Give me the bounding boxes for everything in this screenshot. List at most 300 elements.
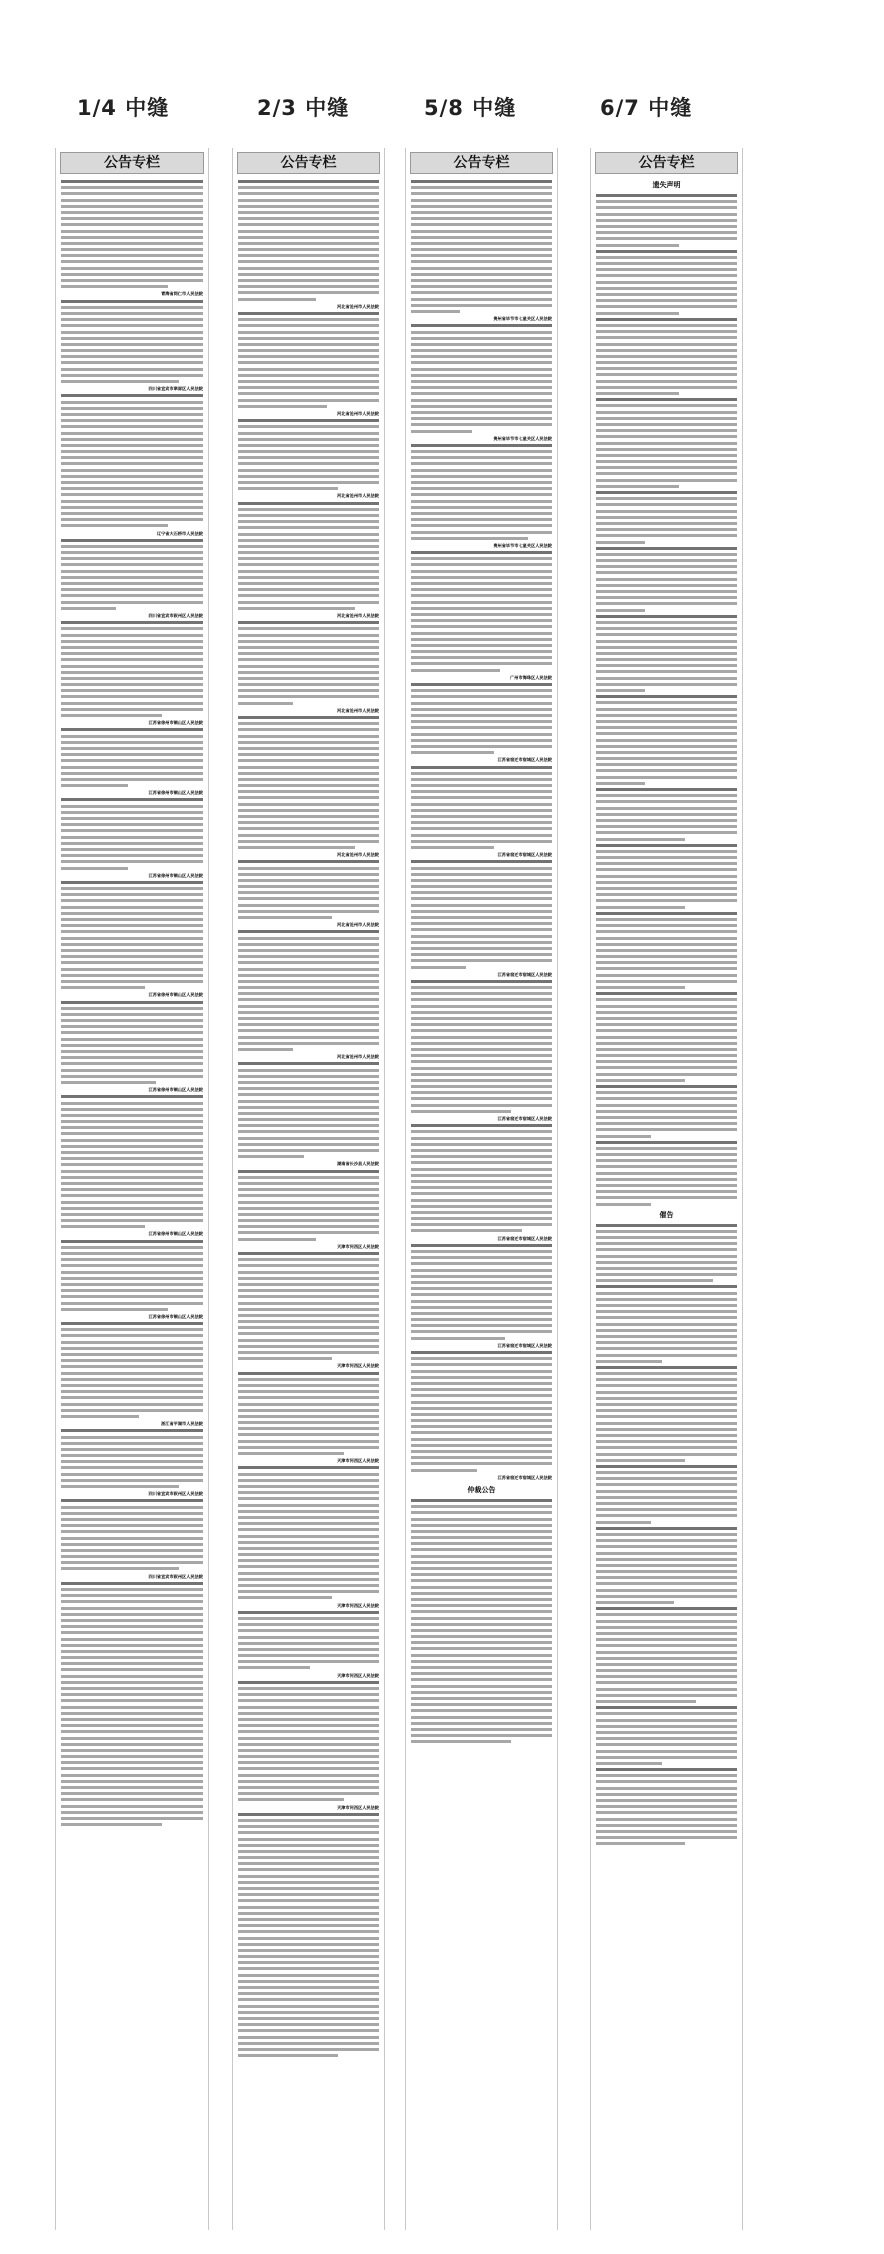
text-line <box>596 1533 737 1536</box>
text-line <box>411 1462 552 1465</box>
text-line <box>596 800 737 803</box>
text-line <box>61 551 203 554</box>
court-signature: 贵州省毕节市七星关区人民法院 <box>493 435 552 441</box>
text-line <box>61 343 203 346</box>
text-line <box>411 273 552 276</box>
text-line <box>596 1576 737 1579</box>
text-line <box>238 444 379 447</box>
text-line <box>411 980 552 983</box>
text-line <box>596 1236 737 1239</box>
text-line <box>238 230 379 233</box>
text-line <box>411 613 552 616</box>
text-line <box>238 980 379 983</box>
text-line <box>411 594 552 597</box>
text-line <box>238 897 379 900</box>
text-line <box>411 1048 552 1051</box>
text-line <box>596 1750 737 1753</box>
text-line <box>61 627 203 630</box>
text-line <box>411 1641 552 1644</box>
text-line <box>61 1792 203 1795</box>
text-line <box>61 524 168 527</box>
text-line <box>411 733 552 736</box>
text-line <box>238 601 379 604</box>
text-line <box>596 1230 737 1233</box>
text-line <box>411 1573 552 1576</box>
text-line <box>238 318 379 321</box>
text-line <box>596 1042 737 1045</box>
text-line <box>238 1798 344 1801</box>
text-line <box>411 531 552 534</box>
text-line <box>596 1663 737 1666</box>
text-line <box>61 829 203 832</box>
text-line <box>61 817 203 820</box>
text-line <box>411 1672 552 1675</box>
text-line <box>596 1023 737 1026</box>
text-line <box>238 2017 379 2020</box>
text-line <box>61 1396 203 1399</box>
text-line <box>411 417 552 420</box>
text-line <box>596 1805 737 1808</box>
text-line <box>61 1613 203 1616</box>
text-line <box>411 1017 552 1020</box>
text-line <box>596 1434 737 1437</box>
text-line <box>596 1409 737 1412</box>
text-line <box>411 650 552 653</box>
notice-column-2-3 <box>232 148 385 2230</box>
text-line <box>61 1675 203 1678</box>
text-line <box>238 2029 379 2032</box>
text-line <box>238 236 379 239</box>
text-line <box>61 518 203 521</box>
text-line <box>238 570 379 573</box>
court-signature: 天津市河西区人民法院 <box>337 1672 379 1678</box>
text-line <box>596 1091 737 1094</box>
text-line <box>411 935 552 938</box>
text-line <box>61 1436 203 1439</box>
text-line <box>596 1029 737 1032</box>
text-line <box>61 1188 203 1191</box>
text-line <box>238 1749 379 1752</box>
text-line <box>411 941 552 944</box>
text-line <box>61 582 203 585</box>
text-line <box>61 1786 203 1789</box>
text-line <box>61 1749 203 1752</box>
text-line <box>61 1668 203 1671</box>
text-line <box>61 1271 203 1274</box>
text-line <box>596 219 737 222</box>
text-line <box>411 1598 552 1601</box>
text-line <box>411 481 552 484</box>
text-line <box>61 1359 203 1362</box>
text-line <box>411 821 552 824</box>
text-line <box>411 279 552 282</box>
text-line <box>61 318 203 321</box>
text-line <box>238 1584 379 1587</box>
text-line <box>238 1912 379 1915</box>
text-line <box>61 1225 145 1228</box>
text-line <box>238 809 379 812</box>
text-line <box>411 772 552 775</box>
text-line <box>596 281 737 284</box>
text-line <box>238 974 379 977</box>
text-line <box>411 601 552 604</box>
text-line <box>411 576 552 579</box>
text-line <box>596 485 679 488</box>
text-line <box>61 248 203 251</box>
text-line <box>596 411 737 414</box>
text-line <box>596 472 737 475</box>
text-line <box>238 1648 379 1651</box>
text-line <box>61 848 203 851</box>
text-line <box>411 1036 552 1039</box>
text-line <box>411 285 552 288</box>
text-line <box>596 553 737 556</box>
text-line <box>238 904 379 907</box>
text-line <box>411 656 552 659</box>
text-line <box>596 1285 737 1288</box>
text-line <box>596 1514 737 1517</box>
text-line <box>411 1211 552 1214</box>
court-signature: 广州市海珠区人民法院 <box>510 674 552 680</box>
text-line <box>238 1743 379 1746</box>
text-line <box>238 1955 379 1958</box>
text-line <box>238 1596 332 1599</box>
text-line <box>61 1631 203 1634</box>
text-line <box>61 918 203 921</box>
text-line <box>411 211 552 214</box>
text-line <box>411 500 552 503</box>
text-line <box>596 1558 737 1561</box>
court-signature: 江苏省徐州市铜山区人民法院 <box>148 790 203 796</box>
text-line <box>61 481 203 484</box>
text-line <box>61 1013 203 1016</box>
text-line <box>238 1011 379 1014</box>
text-line <box>238 728 379 731</box>
text-line <box>596 1799 737 1802</box>
text-line <box>596 584 737 587</box>
text-line <box>596 1036 737 1039</box>
text-line <box>238 1384 379 1387</box>
text-line <box>238 1930 379 1933</box>
text-line <box>411 1728 552 1731</box>
text-line <box>596 1165 737 1168</box>
text-line <box>411 361 552 364</box>
text-line <box>411 834 552 837</box>
column-label-6-7: 6/7 中缝 <box>600 96 693 120</box>
text-line <box>238 1485 379 1488</box>
text-line <box>411 1579 552 1582</box>
text-line <box>596 1762 662 1765</box>
text-line <box>238 1188 379 1191</box>
text-line <box>596 1607 737 1610</box>
text-line <box>411 1110 511 1113</box>
text-line <box>596 429 737 432</box>
text-line <box>411 751 494 754</box>
notice-column-5-8 <box>405 148 558 2230</box>
text-line <box>61 570 203 573</box>
text-line <box>596 1737 737 1740</box>
text-line <box>61 500 203 503</box>
text-line <box>596 1422 737 1425</box>
text-line <box>411 1469 477 1472</box>
text-line <box>411 778 552 781</box>
text-line <box>411 720 552 723</box>
text-line <box>238 627 379 630</box>
text-line <box>238 1466 379 1469</box>
text-line <box>411 291 552 294</box>
text-line <box>61 1743 203 1746</box>
court-signature: 河北省沧州市人民法院 <box>337 922 379 928</box>
text-line <box>238 1559 379 1562</box>
text-line <box>596 398 737 401</box>
text-line <box>596 658 737 661</box>
text-line <box>61 1767 203 1770</box>
text-line <box>411 1438 552 1441</box>
court-signature: 江苏省宿迁市宿城区人民法院 <box>497 1235 552 1241</box>
text-line <box>61 407 203 410</box>
text-line <box>61 1706 203 1709</box>
court-signature: 辽宁省大石桥市人民法院 <box>156 530 203 536</box>
text-line <box>411 1394 552 1397</box>
text-line <box>61 1353 203 1356</box>
text-line <box>61 1347 203 1350</box>
text-line <box>61 1681 203 1684</box>
text-line <box>61 223 203 226</box>
text-line <box>61 772 203 775</box>
text-line <box>596 615 737 618</box>
court-signature: 河北省沧州市人民法院 <box>337 1054 379 1060</box>
text-line <box>61 759 203 762</box>
text-line <box>411 846 494 849</box>
text-line <box>596 516 737 519</box>
text-line <box>411 557 552 560</box>
text-line <box>238 695 379 698</box>
text-line <box>596 460 737 463</box>
text-line <box>238 1048 293 1051</box>
text-line <box>238 508 379 511</box>
text-line <box>411 217 552 220</box>
text-line <box>596 1681 737 1684</box>
text-line <box>238 432 379 435</box>
text-line <box>411 1654 552 1657</box>
text-line <box>411 570 552 573</box>
text-line <box>411 1054 552 1057</box>
text-line <box>596 466 737 469</box>
text-line <box>238 380 379 383</box>
text-line <box>411 1716 552 1719</box>
text-line <box>596 609 645 612</box>
text-line <box>238 1992 379 1995</box>
text-line <box>596 1545 737 1548</box>
text-line <box>411 1536 552 1539</box>
text-line <box>596 559 737 562</box>
text-line <box>411 992 552 995</box>
text-line <box>596 1651 737 1654</box>
text-line <box>238 1062 379 1065</box>
text-line <box>596 708 737 711</box>
text-line <box>596 1719 737 1722</box>
text-line <box>61 1518 203 1521</box>
text-line <box>238 180 379 183</box>
text-line <box>61 1007 203 1010</box>
text-line <box>238 1623 379 1626</box>
text-line <box>61 512 203 515</box>
text-line <box>411 1287 552 1290</box>
text-line <box>238 514 379 517</box>
text-line <box>596 1329 737 1332</box>
text-line <box>238 716 379 719</box>
text-line <box>61 778 203 781</box>
text-line <box>238 1112 379 1115</box>
text-line <box>238 943 379 946</box>
text-line <box>61 753 203 756</box>
text-line <box>61 1182 203 1185</box>
text-line <box>596 1675 737 1678</box>
text-line <box>596 1153 737 1156</box>
text-line <box>61 1295 203 1298</box>
text-line <box>238 1844 379 1847</box>
text-line <box>411 462 552 465</box>
text-line <box>411 1097 552 1100</box>
text-line <box>61 961 203 964</box>
text-line <box>238 1137 379 1140</box>
text-line <box>238 526 379 529</box>
text-line <box>411 1005 552 1008</box>
text-line <box>596 1527 737 1530</box>
text-line <box>238 1427 379 1430</box>
text-line <box>238 2042 379 2045</box>
text-line <box>411 1617 552 1620</box>
text-line <box>596 1459 685 1462</box>
text-line <box>411 689 552 692</box>
text-line <box>411 343 552 346</box>
court-signature: 天津市河西区人民法院 <box>337 1243 379 1249</box>
text-line <box>238 1403 379 1406</box>
text-line <box>596 1017 737 1020</box>
text-line <box>61 652 203 655</box>
text-line <box>411 966 466 969</box>
text-line <box>596 1172 737 1175</box>
text-line <box>411 1223 552 1226</box>
text-line <box>238 1856 379 1859</box>
text-line <box>61 1201 203 1204</box>
text-line <box>238 879 379 882</box>
text-line <box>411 1330 552 1333</box>
text-line <box>596 225 737 228</box>
text-line <box>411 512 552 515</box>
text-line <box>596 1097 737 1100</box>
text-line <box>411 809 552 812</box>
text-line <box>238 891 379 894</box>
text-line <box>238 1528 379 1531</box>
text-line <box>238 1308 379 1311</box>
text-line <box>411 1450 552 1453</box>
text-line <box>411 1548 552 1551</box>
text-line <box>596 695 737 698</box>
text-line <box>596 324 737 327</box>
text-line <box>61 912 203 915</box>
text-line <box>61 1537 203 1540</box>
text-line <box>61 695 203 698</box>
text-line <box>238 2054 338 2057</box>
text-line <box>596 299 737 302</box>
text-line <box>411 625 552 628</box>
text-line <box>596 844 737 847</box>
text-line <box>411 766 552 769</box>
text-line <box>61 1454 203 1457</box>
text-line <box>411 1660 552 1663</box>
text-line <box>61 1403 203 1406</box>
text-line <box>411 1685 552 1688</box>
text-line <box>411 1199 552 1202</box>
text-line <box>238 1075 379 1078</box>
text-line <box>61 646 203 649</box>
text-line <box>238 1497 379 1500</box>
text-line <box>411 1192 552 1195</box>
text-line <box>61 714 162 717</box>
text-line <box>596 497 737 500</box>
text-line <box>238 1155 304 1158</box>
text-line <box>238 1761 379 1764</box>
text-line <box>238 1831 379 1834</box>
text-line <box>61 1499 203 1502</box>
text-line <box>61 1567 179 1570</box>
text-line <box>238 1961 379 1964</box>
text-line <box>61 180 203 183</box>
text-line <box>238 1029 379 1032</box>
text-line <box>238 539 379 542</box>
text-line <box>596 1756 737 1759</box>
text-line <box>596 1620 737 1623</box>
text-line <box>238 419 379 422</box>
text-line <box>61 419 203 422</box>
text-line <box>411 1023 552 1026</box>
notice-column-1-4 <box>55 148 209 2230</box>
text-line <box>596 541 645 544</box>
text-line <box>61 1114 203 1117</box>
text-line <box>411 638 552 641</box>
text-line <box>238 1176 379 1179</box>
text-line <box>596 1774 737 1777</box>
text-line <box>596 1005 737 1008</box>
text-line <box>596 813 737 816</box>
text-line <box>238 392 379 395</box>
text-line <box>238 1390 379 1393</box>
text-line <box>238 992 379 995</box>
text-line <box>238 1326 379 1329</box>
text-line <box>596 825 737 828</box>
text-line <box>596 1397 737 1400</box>
text-line <box>238 1130 379 1133</box>
text-line <box>61 1524 203 1527</box>
text-line <box>238 331 379 334</box>
text-line <box>61 1650 203 1653</box>
text-line <box>238 873 379 876</box>
text-line <box>238 1578 379 1581</box>
text-line <box>596 510 737 513</box>
text-line <box>411 1363 552 1366</box>
text-line <box>238 986 379 989</box>
text-line <box>61 741 203 744</box>
text-line <box>411 205 552 208</box>
text-line <box>61 805 203 808</box>
text-line <box>596 534 737 537</box>
text-line <box>411 726 552 729</box>
text-line <box>411 236 552 239</box>
text-line <box>238 840 379 843</box>
text-line <box>61 230 203 233</box>
text-line <box>411 1161 552 1164</box>
